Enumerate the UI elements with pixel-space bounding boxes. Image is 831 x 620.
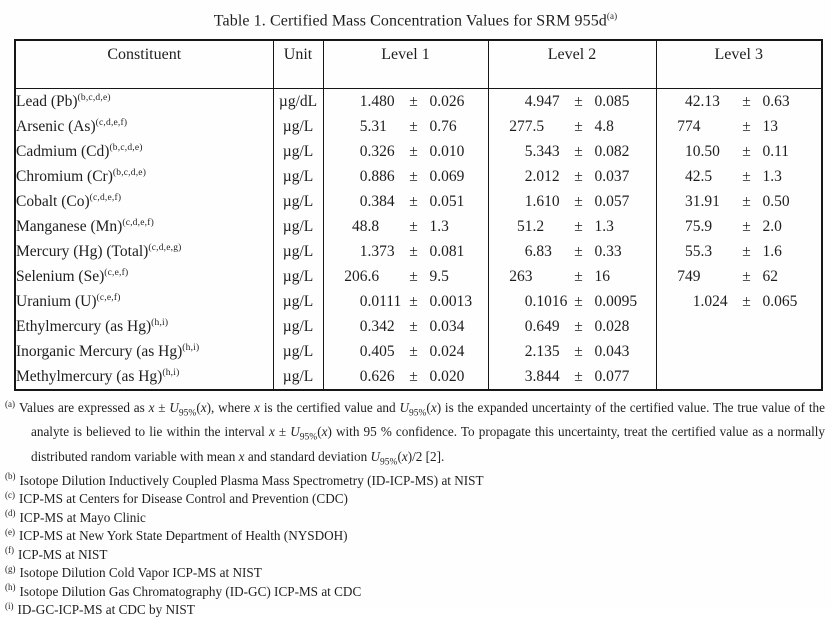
constituent-name: Chromium (Cr)	[16, 167, 113, 185]
footnote-text: 95%	[299, 433, 318, 444]
unit-cell: µg/L	[273, 139, 323, 164]
level2-cell	[488, 314, 656, 339]
uncertainty-value: 1.6	[762, 242, 782, 260]
plus-minus-symbol: ±	[409, 142, 418, 160]
footnote	[5, 399, 825, 471]
value-fraction: .5	[700, 167, 713, 185]
table-row	[15, 114, 822, 139]
table-row	[15, 364, 822, 390]
uncertainty-value: 0.0095	[594, 292, 638, 310]
table-row	[15, 164, 822, 189]
value-fraction: .480	[367, 92, 395, 110]
uncertainty-value: 0.043	[594, 342, 630, 360]
table-header	[15, 40, 822, 89]
value-fraction: .844	[532, 367, 560, 385]
uncertainty-value: 0.065	[762, 292, 798, 310]
level1-cell	[323, 314, 488, 339]
level3-cell	[656, 89, 822, 115]
uncertainty-value: 0.081	[429, 242, 465, 260]
level3-cell	[656, 214, 822, 239]
value-fraction: .373	[367, 242, 395, 260]
plus-minus-symbol: ±	[574, 367, 583, 385]
footnote	[5, 564, 825, 583]
value-integer: 749	[677, 267, 701, 285]
plus-minus-symbol: ±	[574, 217, 583, 235]
footnote-text: ) with 95 % confidence. To propagate this uncertainty, treat the certified value as a normally distributed random variable with mean	[31, 424, 825, 464]
table-body	[15, 89, 822, 391]
level3-cell	[656, 289, 822, 314]
constituent-name: Arsenic (As)	[16, 117, 96, 135]
level1-cell	[323, 189, 488, 214]
value-integer: 0	[359, 317, 368, 335]
footnote-text: x	[200, 400, 207, 416]
value-integer: 75	[685, 217, 701, 235]
footnote-label: (c)	[5, 489, 15, 500]
value-fraction: .8	[367, 217, 380, 235]
plus-minus-symbol: ±	[742, 292, 751, 310]
value-integer: 0	[359, 342, 368, 360]
uncertainty-value: 1.3	[762, 167, 782, 185]
plus-minus-symbol: ±	[742, 142, 751, 160]
level1-cell	[323, 364, 488, 390]
plus-minus-symbol: ±	[409, 292, 418, 310]
footnote-text: U	[399, 400, 409, 416]
plus-minus-symbol: ±	[574, 142, 583, 160]
value-integer: 2	[524, 342, 533, 360]
value-fraction: .384	[367, 192, 395, 210]
table-row	[15, 189, 822, 214]
value-integer: 1	[524, 192, 533, 210]
value-integer: 774	[677, 117, 701, 135]
footnote-text: U	[169, 400, 179, 416]
footnote-text: (	[397, 448, 402, 464]
value-fraction: .5	[532, 117, 545, 135]
footnote	[5, 472, 825, 491]
plus-minus-symbol: ±	[409, 342, 418, 360]
level1-cell	[323, 214, 488, 239]
table-title-footnote-ref: (a)	[606, 11, 618, 21]
uncertainty-value: 0.026	[429, 92, 465, 110]
unit-cell: µg/L	[273, 364, 323, 390]
level2-cell	[488, 264, 656, 289]
value-fraction: .342	[367, 317, 395, 335]
plus-minus-symbol: ±	[409, 117, 418, 135]
value-fraction: .91	[700, 192, 720, 210]
footnote-label: (b)	[5, 471, 16, 482]
constituent-cell	[15, 164, 273, 189]
value-integer: 0	[524, 292, 533, 310]
footnote-label: (f)	[5, 545, 14, 556]
footnote-text: (	[317, 424, 322, 440]
unit-cell: µg/L	[273, 314, 323, 339]
plus-minus-symbol: ±	[742, 242, 751, 260]
table-row	[15, 139, 822, 164]
level2-cell	[488, 164, 656, 189]
value-fraction: .610	[532, 192, 560, 210]
level2-cell	[488, 114, 656, 139]
unit-cell: µg/L	[273, 339, 323, 364]
value-fraction: .343	[532, 142, 560, 160]
constituent-name: Ethylmercury (as Hg)	[16, 317, 152, 335]
level2-cell	[488, 339, 656, 364]
level2-cell	[488, 89, 656, 115]
footnote-text: 95%	[380, 457, 398, 468]
table-row	[15, 264, 822, 289]
level1-cell	[323, 289, 488, 314]
value-integer: 1	[359, 242, 368, 260]
plus-minus-symbol: ±	[409, 92, 418, 110]
footnote	[5, 583, 825, 602]
certified-values-table	[14, 39, 823, 391]
table-row	[15, 339, 822, 364]
uncertainty-value: 0.077	[594, 367, 630, 385]
constituent-cell	[15, 289, 273, 314]
plus-minus-symbol: ±	[409, 267, 418, 285]
plus-minus-symbol: ±	[742, 92, 751, 110]
plus-minus-symbol: ±	[574, 317, 583, 335]
value-fraction: .13	[700, 92, 720, 110]
level1-cell	[323, 164, 488, 189]
uncertainty-value: 0.069	[429, 167, 465, 185]
footnote-label: (e)	[5, 526, 15, 537]
value-fraction: .31	[367, 117, 387, 135]
footnote-text: x	[238, 448, 245, 464]
constituent-footnote-refs: (c,d,e,f)	[122, 217, 154, 228]
uncertainty-value: 0.11	[762, 142, 790, 160]
table-title	[0, 0, 831, 30]
level3-cell	[656, 239, 822, 264]
uncertainty-value: 0.63	[762, 92, 790, 110]
footnote-text: )/2 [2].	[407, 448, 445, 464]
value-integer: 206	[344, 267, 368, 285]
unit-cell: µg/L	[273, 239, 323, 264]
level2-cell	[488, 289, 656, 314]
constituent-name: Mercury (Hg) (Total)	[16, 242, 149, 260]
column-header-constituent: Constituent	[15, 40, 273, 89]
uncertainty-value: 9.5	[429, 267, 449, 285]
level3-cell	[656, 264, 822, 289]
footnote	[5, 490, 825, 509]
value-fraction: .947	[532, 92, 560, 110]
plus-minus-symbol: ±	[574, 342, 583, 360]
level2-cell	[488, 364, 656, 390]
footnote-text: ±	[274, 424, 291, 440]
unit-cell: µg/L	[273, 114, 323, 139]
uncertainty-value: 0.024	[429, 342, 465, 360]
constituent-cell	[15, 214, 273, 239]
column-header-level1: Level 1	[323, 40, 488, 89]
constituent-footnote-refs: (c,d,e,f)	[95, 117, 128, 128]
footnote-text: U	[290, 424, 300, 440]
footnote-text: U	[370, 448, 381, 464]
constituent-name: Uranium (U)	[16, 292, 97, 310]
footnote-text: x	[401, 448, 408, 464]
constituent-cell	[15, 114, 273, 139]
uncertainty-value: 0.028	[594, 317, 630, 335]
level3-cell	[656, 139, 822, 164]
plus-minus-symbol: ±	[574, 167, 583, 185]
value-integer: 55	[685, 242, 701, 260]
plus-minus-symbol: ±	[409, 192, 418, 210]
constituent-footnote-refs: (h,i)	[151, 317, 169, 328]
value-fraction: .649	[532, 317, 560, 335]
plus-minus-symbol: ±	[574, 267, 583, 285]
footnote-text: and standard deviation	[244, 448, 371, 464]
plus-minus-symbol: ±	[742, 267, 751, 285]
plus-minus-symbol: ±	[409, 367, 418, 385]
level2-cell	[488, 139, 656, 164]
table-row	[15, 239, 822, 264]
footnote-text: ) is the expanded uncertainty of the certified value. The true value of the analyte is believed to lie within the interval	[31, 400, 825, 440]
value-integer: 263	[509, 267, 533, 285]
value-integer: 0	[359, 367, 368, 385]
level3-cell	[656, 339, 822, 364]
footnote-text: (	[426, 400, 431, 416]
level2-cell	[488, 239, 656, 264]
value-integer: 0	[359, 167, 368, 185]
value-fraction: .0111	[367, 292, 402, 310]
value-fraction: .3	[700, 242, 713, 260]
column-header-level3: Level 3	[656, 40, 822, 89]
constituent-cell	[15, 364, 273, 390]
level1-cell	[323, 89, 488, 115]
constituent-footnote-refs: (c,e,f)	[104, 267, 129, 278]
value-fraction: .024	[700, 292, 728, 310]
value-fraction: .83	[532, 242, 552, 260]
uncertainty-value: 1.3	[594, 217, 614, 235]
unit-cell: µg/L	[273, 164, 323, 189]
value-fraction: .2	[532, 217, 545, 235]
footnote-text: ), where	[206, 400, 255, 416]
unit-cell: µg/L	[273, 289, 323, 314]
footnote-text: x	[148, 400, 155, 416]
level3-cell	[656, 314, 822, 339]
value-integer: 0	[359, 192, 368, 210]
footnote-text: x	[268, 424, 275, 440]
value-integer: 4	[524, 92, 533, 110]
constituent-footnote-refs: (c,e,f)	[96, 292, 121, 303]
uncertainty-value: 13	[762, 117, 778, 135]
uncertainty-value: 0.50	[762, 192, 790, 210]
uncertainty-value: 0.33	[594, 242, 622, 260]
plus-minus-symbol: ±	[409, 167, 418, 185]
uncertainty-value: 2.0	[762, 217, 782, 235]
value-fraction: .886	[367, 167, 395, 185]
footnote-text: Isotope Dilution Inductively Coupled Plasma Mass Spectrometry (ID-ICP-MS) at NIST	[19, 472, 484, 488]
uncertainty-value: 0.082	[594, 142, 630, 160]
constituent-name: Cobalt (Co)	[16, 192, 90, 210]
value-fraction: .50	[700, 142, 720, 160]
footnote-text: ICP-MS at Centers for Disease Control and Prevention (CDC)	[19, 491, 348, 507]
plus-minus-symbol: ±	[574, 192, 583, 210]
value-integer: 1	[692, 292, 701, 310]
constituent-footnote-refs: (c,d,e,g)	[148, 242, 182, 253]
unit-cell: µg/L	[273, 264, 323, 289]
uncertainty-value: 1.3	[429, 217, 449, 235]
value-integer: 31	[685, 192, 701, 210]
footnote-text: Isotope Dilution Cold Vapor ICP-MS at NIST	[19, 565, 262, 581]
uncertainty-value: 0.085	[594, 92, 630, 110]
value-fraction: .626	[367, 367, 395, 385]
footnote	[5, 509, 825, 528]
level2-cell	[488, 214, 656, 239]
constituent-cell	[15, 239, 273, 264]
value-integer: 0	[524, 317, 533, 335]
level1-cell	[323, 114, 488, 139]
constituent-footnote-refs: (b,c,d,e)	[77, 92, 111, 103]
value-integer: 5	[524, 142, 533, 160]
footnote-label: (a)	[5, 398, 15, 409]
footnote	[5, 527, 825, 546]
constituent-cell	[15, 314, 273, 339]
uncertainty-value: 4.8	[594, 117, 614, 135]
value-integer: 10	[685, 142, 701, 160]
footnote-text: Isotope Dilution Gas Chromatography (ID-GC) ICP-MS at CDC	[19, 583, 362, 599]
constituent-name: Inorganic Mercury (as Hg)	[16, 342, 183, 360]
value-fraction: .326	[367, 142, 395, 160]
level3-cell	[656, 114, 822, 139]
value-integer: 51	[517, 217, 533, 235]
value-fraction: .135	[532, 342, 560, 360]
uncertainty-value: 0.057	[594, 192, 630, 210]
constituent-footnote-refs: (c,d,e,f)	[89, 192, 122, 203]
value-fraction: .1016	[532, 292, 568, 310]
footnote-label: (i)	[5, 600, 14, 611]
value-integer: 6	[524, 242, 533, 260]
uncertainty-value: 0.0013	[429, 292, 473, 310]
table-row	[15, 214, 822, 239]
footnote-text: x	[254, 400, 261, 416]
table-title-text: Table 1. Certified Mass Concentration Values for SRM 955d	[213, 12, 607, 30]
value-integer: 3	[524, 367, 533, 385]
footnote-text: ±	[154, 400, 170, 416]
value-integer: 48	[352, 217, 368, 235]
unit-cell: µg/L	[273, 189, 323, 214]
level1-cell	[323, 264, 488, 289]
footnote-text: ICP-MS at NIST	[18, 546, 108, 562]
table-row	[15, 314, 822, 339]
footnote-label: (h)	[5, 582, 16, 593]
column-header-unit: Unit	[273, 40, 323, 89]
uncertainty-value: 0.051	[429, 192, 465, 210]
footnote-text: x	[430, 400, 437, 416]
value-integer: 277	[509, 117, 533, 135]
plus-minus-symbol: ±	[742, 217, 751, 235]
footnote-text: is the certified value and	[260, 400, 400, 416]
footnote-text: 95%	[409, 408, 427, 419]
value-integer: 2	[524, 167, 533, 185]
plus-minus-symbol: ±	[742, 192, 751, 210]
constituent-name: Lead (Pb)	[16, 92, 78, 110]
level3-cell	[656, 164, 822, 189]
value-fraction: .405	[367, 342, 395, 360]
value-integer: 0	[359, 292, 368, 310]
level1-cell	[323, 139, 488, 164]
plus-minus-symbol: ±	[409, 217, 418, 235]
plus-minus-symbol: ±	[574, 117, 583, 135]
uncertainty-value: 0.034	[429, 317, 465, 335]
constituent-name: Manganese (Mn)	[16, 217, 123, 235]
value-integer: 5	[359, 117, 368, 135]
footnote-label: (d)	[5, 508, 16, 519]
footnotes	[5, 399, 825, 619]
footnote	[5, 546, 825, 565]
value-fraction: .012	[532, 167, 560, 185]
uncertainty-value: 0.020	[429, 367, 465, 385]
uncertainty-value: 16	[594, 267, 610, 285]
constituent-name: Cadmium (Cd)	[16, 142, 110, 160]
footnote-text: 95%	[178, 408, 197, 419]
unit-cell: µg/dL	[273, 89, 323, 115]
value-integer: 42	[685, 92, 701, 110]
constituent-name: Selenium (Se)	[16, 267, 105, 285]
constituent-cell	[15, 339, 273, 364]
plus-minus-symbol: ±	[574, 92, 583, 110]
value-fraction: .9	[700, 217, 713, 235]
constituent-cell	[15, 139, 273, 164]
constituent-name: Methylmercury (as Hg)	[16, 367, 163, 385]
plus-minus-symbol: ±	[742, 117, 751, 135]
constituent-footnote-refs: (h,i)	[182, 342, 200, 353]
uncertainty-value: 62	[762, 267, 778, 285]
plus-minus-symbol: ±	[574, 292, 583, 310]
value-integer: 1	[359, 92, 368, 110]
footnote-text: x	[321, 424, 328, 440]
footnote-text: ID-GC-ICP-MS at CDC by NIST	[17, 602, 195, 618]
value-integer: 0	[359, 142, 368, 160]
level3-cell	[656, 189, 822, 214]
footnote-text: ICP-MS at New York State Department of Health (NYSDOH)	[19, 528, 348, 544]
constituent-cell	[15, 89, 273, 115]
level1-cell	[323, 339, 488, 364]
table-row	[15, 89, 822, 115]
value-fraction: .6	[367, 267, 380, 285]
constituent-cell	[15, 189, 273, 214]
footnote-label: (g)	[5, 563, 16, 574]
constituent-cell	[15, 264, 273, 289]
footnote	[5, 601, 825, 620]
level1-cell	[323, 239, 488, 264]
footnote-text: ICP-MS at Mayo Clinic	[19, 509, 146, 525]
plus-minus-symbol: ±	[409, 317, 418, 335]
value-integer: 42	[685, 167, 701, 185]
constituent-footnote-refs: (b,c,d,e)	[112, 167, 147, 178]
column-header-level2: Level 2	[488, 40, 656, 89]
uncertainty-value: 0.010	[429, 142, 465, 160]
plus-minus-symbol: ±	[574, 242, 583, 260]
footnote-text: (	[196, 400, 201, 416]
level3-cell	[656, 364, 822, 390]
unit-cell: µg/L	[273, 214, 323, 239]
level2-cell	[488, 189, 656, 214]
constituent-footnote-refs: (b,c,d,e)	[109, 142, 143, 153]
uncertainty-value: 0.037	[594, 167, 630, 185]
table-row	[15, 289, 822, 314]
uncertainty-value: 0.76	[429, 117, 457, 135]
plus-minus-symbol: ±	[409, 242, 418, 260]
constituent-footnote-refs: (h,i)	[162, 367, 180, 378]
plus-minus-symbol: ±	[742, 167, 751, 185]
footnote-text: Values are expressed as	[19, 400, 149, 416]
header-row	[15, 40, 822, 89]
